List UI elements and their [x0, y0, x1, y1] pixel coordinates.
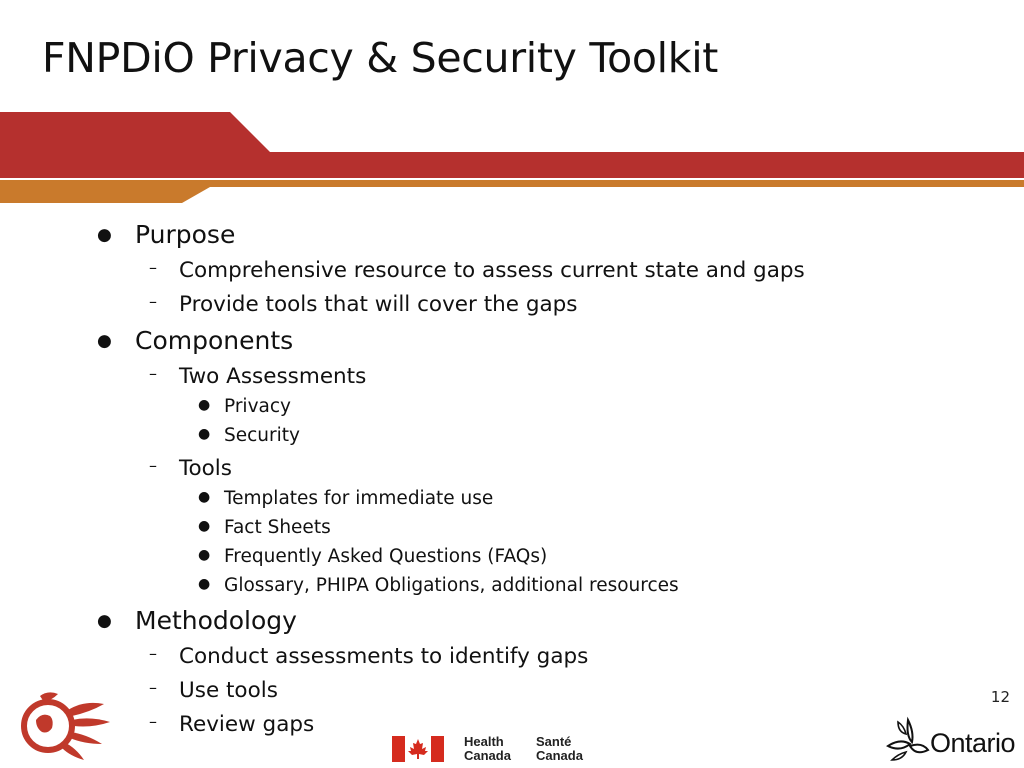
dash-icon: –	[149, 364, 157, 383]
health-canada-logo	[392, 734, 602, 764]
bullet-dot-icon: ●	[198, 397, 211, 413]
sub-bullet: – Tools	[149, 456, 232, 481]
sub-bullet: – Two Assessments	[149, 364, 367, 389]
header-banner	[0, 108, 1024, 208]
dash-icon: –	[149, 678, 157, 697]
sub-sub-bullet: ● Fact Sheets	[198, 517, 331, 538]
slide-title: FNPDiO Privacy & Security Toolkit	[42, 34, 719, 82]
bullet-methodology: ● Methodology	[97, 606, 297, 635]
sub-bullet: – Review gaps	[149, 712, 315, 737]
bullet-dot-icon: ●	[198, 518, 211, 534]
ontario-wordmark: Ontario	[930, 728, 1016, 758]
sub-sub-bullet: ● Privacy	[198, 396, 291, 417]
sub-bullet: – Conduct assessments to identify gaps	[149, 644, 589, 669]
bullet-dot-icon: ●	[198, 426, 211, 442]
dash-icon: –	[149, 456, 157, 475]
sub-bullet: – Provide tools that will cover the gaps	[149, 292, 578, 317]
sub-sub-bullet: ● Security	[198, 425, 300, 446]
dash-icon: –	[149, 258, 157, 277]
banner-orange-band	[0, 180, 1024, 203]
fnpdio-logo-icon	[18, 686, 114, 762]
dash-icon: –	[149, 644, 157, 663]
sub-bullet: – Use tools	[149, 678, 278, 703]
health-canada-en: Health Canada	[464, 734, 511, 763]
sante-canada-fr: Santé Canada	[536, 734, 583, 763]
sub-sub-bullet: ● Templates for immediate use	[198, 488, 494, 509]
banner-red-band	[0, 112, 1024, 178]
bullet-dot-icon: ●	[198, 576, 211, 592]
bullet-dot-icon: ●	[97, 225, 112, 245]
bullet-purpose: ● Purpose	[97, 220, 236, 249]
bullet-dot-icon: ●	[198, 489, 211, 505]
bullet-components: ● Components	[97, 326, 294, 355]
sub-bullet: – Comprehensive resource to assess current state and gaps	[149, 258, 805, 283]
sub-sub-bullet: ● Glossary, PHIPA Obligations, additional resources	[198, 575, 679, 596]
page-number: 12	[990, 688, 1010, 706]
dash-icon: –	[149, 712, 157, 731]
dash-icon: –	[149, 292, 157, 311]
bullet-dot-icon: ●	[97, 331, 112, 351]
bullet-dot-icon: ●	[198, 547, 211, 563]
canada-flag-icon	[392, 736, 444, 762]
bullet-dot-icon: ●	[97, 611, 112, 631]
sub-sub-bullet: ● Frequently Asked Questions (FAQs)	[198, 546, 548, 567]
ontario-logo	[884, 716, 1020, 766]
trillium-icon	[884, 716, 932, 764]
